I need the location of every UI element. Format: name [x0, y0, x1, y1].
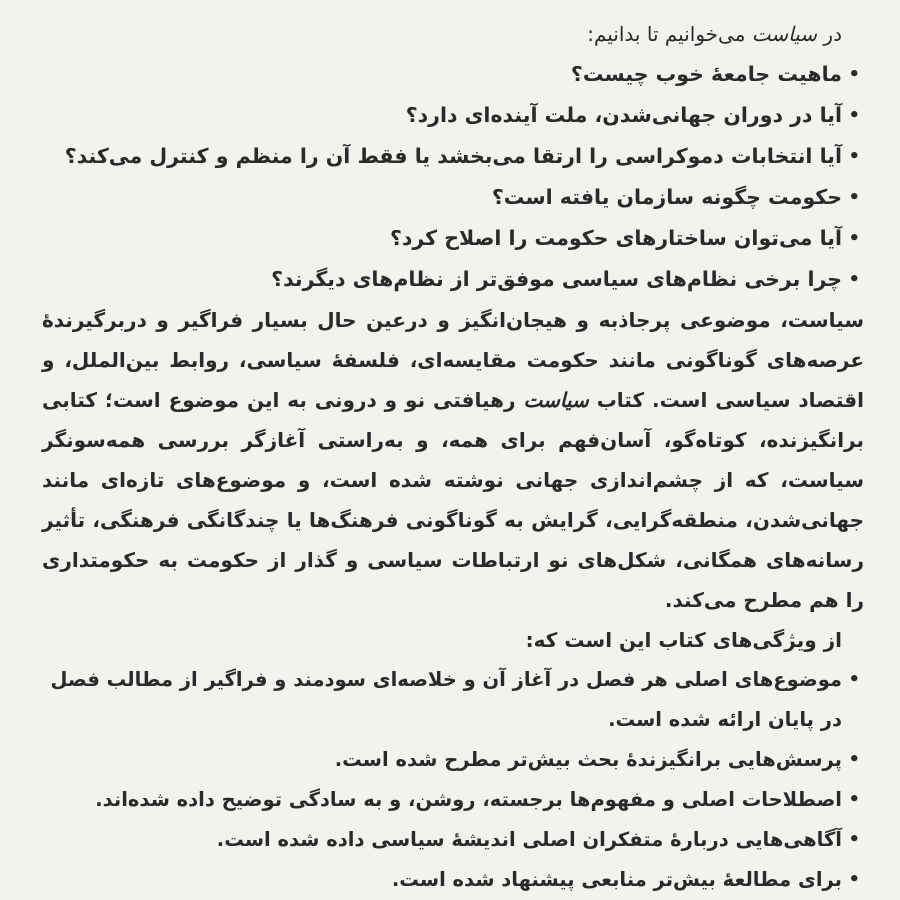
bullet-icon: • — [848, 789, 860, 810]
question-text: چرا برخی نظام‌های سیاسی موفق‌تر از نظام‌های دیگرند؟ — [271, 267, 842, 291]
bullet-icon: • — [848, 869, 860, 890]
bullet-icon: • — [848, 829, 860, 850]
question-text: ماهیت جامعهٔ خوب چیست؟ — [570, 62, 842, 86]
intro-suffix: می‌خوانیم تا بدانیم: — [587, 22, 752, 46]
feature-item — [42, 740, 864, 780]
question-item — [42, 54, 864, 95]
question-text: آیا انتخابات دموکراسی را ارتقا می‌بخشد یا فقط آن را منظم و کنترل می‌کند؟ — [64, 144, 842, 168]
bullet-icon: • — [848, 749, 860, 770]
question-item — [42, 218, 864, 259]
feature-text: پرسش‌هایی برانگیزندهٔ بحث بیش‌تر مطرح شده است. — [334, 748, 842, 771]
feature-text: آگاهی‌هایی دربارهٔ متفکران اصلی اندیشهٔ سیاسی داده شده است. — [216, 828, 842, 851]
feature-text: اصطلاحات اصلی و مفهوم‌ها برجسته، روشن، و به سادگی توضیح داده شده‌اند. — [95, 788, 842, 811]
intro-prefix: در — [817, 22, 842, 46]
bullet-icon: • — [848, 64, 860, 85]
description-paragraph — [42, 300, 864, 620]
feature-item — [42, 820, 864, 860]
feature-item — [42, 780, 864, 820]
question-item — [42, 95, 864, 136]
intro-line — [42, 14, 864, 54]
bullet-icon: • — [848, 105, 860, 126]
question-item — [42, 259, 864, 300]
bullet-icon: • — [848, 187, 860, 208]
question-text: حکومت چگونه سازمان یافته است؟ — [491, 185, 842, 209]
bullet-icon: • — [848, 269, 860, 290]
question-item — [42, 177, 864, 218]
bullet-icon: • — [848, 146, 860, 167]
description-part-1: سیاست، موضوعی پرجاذبه و هیجان‌انگیز و درعین حال بسیار فراگیر و دربرگیرندهٔ عرصه‌های گوناگونی مانند حکومت مقایسه‌ای، فلسفهٔ سیاسی، روابط بین‌الملل، و اقتصاد سیاسی است. کتاب — [42, 308, 865, 412]
features-list — [42, 660, 864, 900]
questions-list — [42, 54, 864, 300]
feature-item — [42, 660, 864, 740]
bullet-icon: • — [848, 228, 860, 249]
feature-item — [42, 860, 864, 900]
feature-text: برای مطالعهٔ بیش‌تر منابعی پیشنهاد شده است. — [391, 868, 842, 891]
description-book-title: سیاست — [523, 388, 589, 412]
description-part-2: رهیافتی نو و درونی به این موضوع است؛ کتابی برانگیزنده، کوتاه‌گو، آسان‌فهم برای همه، و به‌راستی آغازگر بررسی همه‌سونگر سیاست، که از چشم‌اندازی جهانی نوشته شده است، و موضوع‌های تازه‌ای مانند جهانی‌شدن، منطقه‌گرایی، گرایش به گوناگونی فرهنگ‌ها یا چندگانگی فرهنگی، تأثیر رسانه‌های همگانی، شکل‌های نو ارتباطات سیاسی و گذار از حکومت به حکومتداری را هم مطرح می‌کند. — [42, 388, 864, 612]
question-item — [42, 136, 864, 177]
features-heading: از ویژگی‌های کتاب این است که: — [525, 628, 842, 652]
question-text: آیا می‌توان ساختارهای حکومت را اصلاح کرد؟ — [390, 226, 842, 250]
feature-text: موضوع‌های اصلی هر فصل در آغاز آن و خلاصه‌ای سودمند و فراگیر از مطالب فصل در پایان ارائه شده است. — [50, 668, 842, 731]
bullet-icon: • — [848, 669, 860, 690]
intro-book-title: سیاست — [751, 22, 818, 46]
question-text: آیا در دوران جهانی‌شدن، ملت آینده‌ای دارد؟ — [405, 103, 842, 127]
